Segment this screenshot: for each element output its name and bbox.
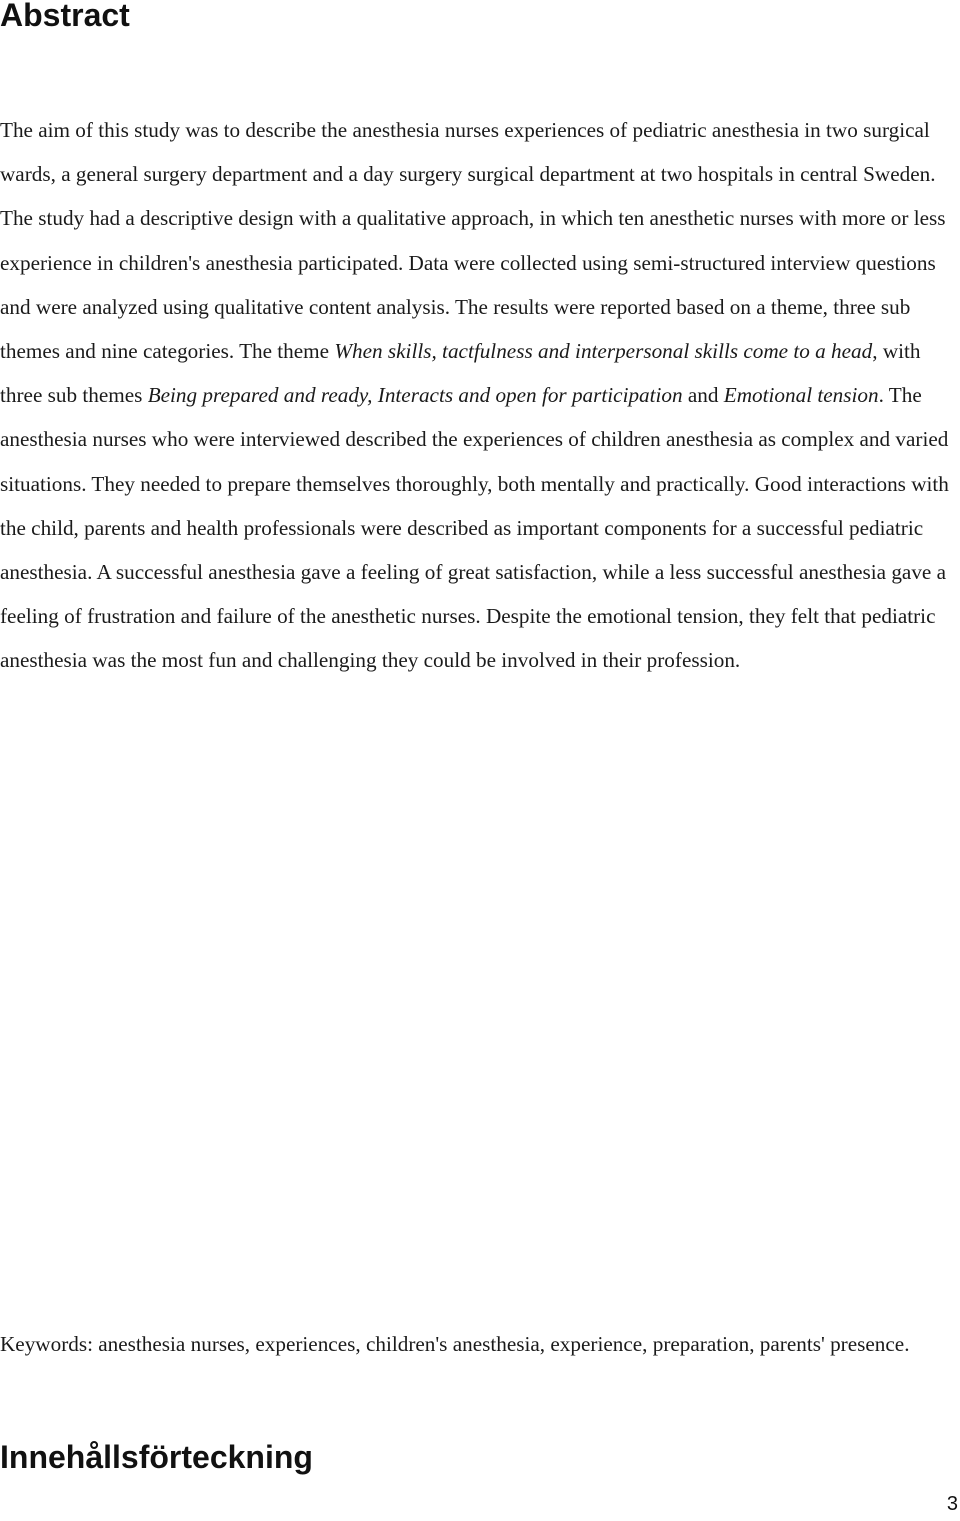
subtheme-emotional: Emotional tension	[723, 383, 879, 408]
abstract-heading: Abstract	[0, 0, 130, 33]
abstract-text-part4: . The anesthesia nurses who were interviewed described the experiences of children anesthesia as complex and varied situations. They needed to prepare themselves thoroughly, both mentally and practically. Good interactions with the child, parents and health professionals were described as important components for a successful pediatric anesthesia. A successful anesthesia gave a feeling of great satisfaction, while a less successful anesthesia gave a feeling of frustration and failure of the anesthetic nurses. Despite the emotional tension, they felt that pediatric anesthesia was the most fun and challenging they could be involved in their profession.	[0, 383, 949, 673]
theme-title: When skills, tactfulness and interpersonal skills come to a head	[334, 339, 873, 364]
abstract-paragraph	[0, 108, 960, 683]
abstract-text-part2: , with three sub themes	[0, 339, 921, 408]
abstract-text-part1: The aim of this study was to describe the anesthesia nurses experiences of pediatric anesthesia in two surgical wards, a general surgery department and a day surgery surgical department at two hospitals in central Sweden. The study had a descriptive design with a qualitative approach, in which ten anesthetic nurses with more or less experience in children's anesthesia participated. Data were collected using semi-structured interview questions and were analyzed using qualitative content analysis. The results were reported based on a theme, three sub themes and nine categories. The theme	[0, 118, 946, 364]
subtheme-prepared: Being prepared and ready,	[147, 383, 373, 408]
page-number: 3	[946, 1493, 958, 1515]
keywords-paragraph: Keywords: anesthesia nurses, experiences, children's anesthesia, experience, preparation, parents' presence.	[0, 1332, 910, 1356]
abstract-text-part3: and	[682, 383, 724, 408]
toc-heading: Innehållsförteckning	[0, 1439, 313, 1475]
subtheme-interacts: Interacts and open for participation	[377, 383, 683, 408]
